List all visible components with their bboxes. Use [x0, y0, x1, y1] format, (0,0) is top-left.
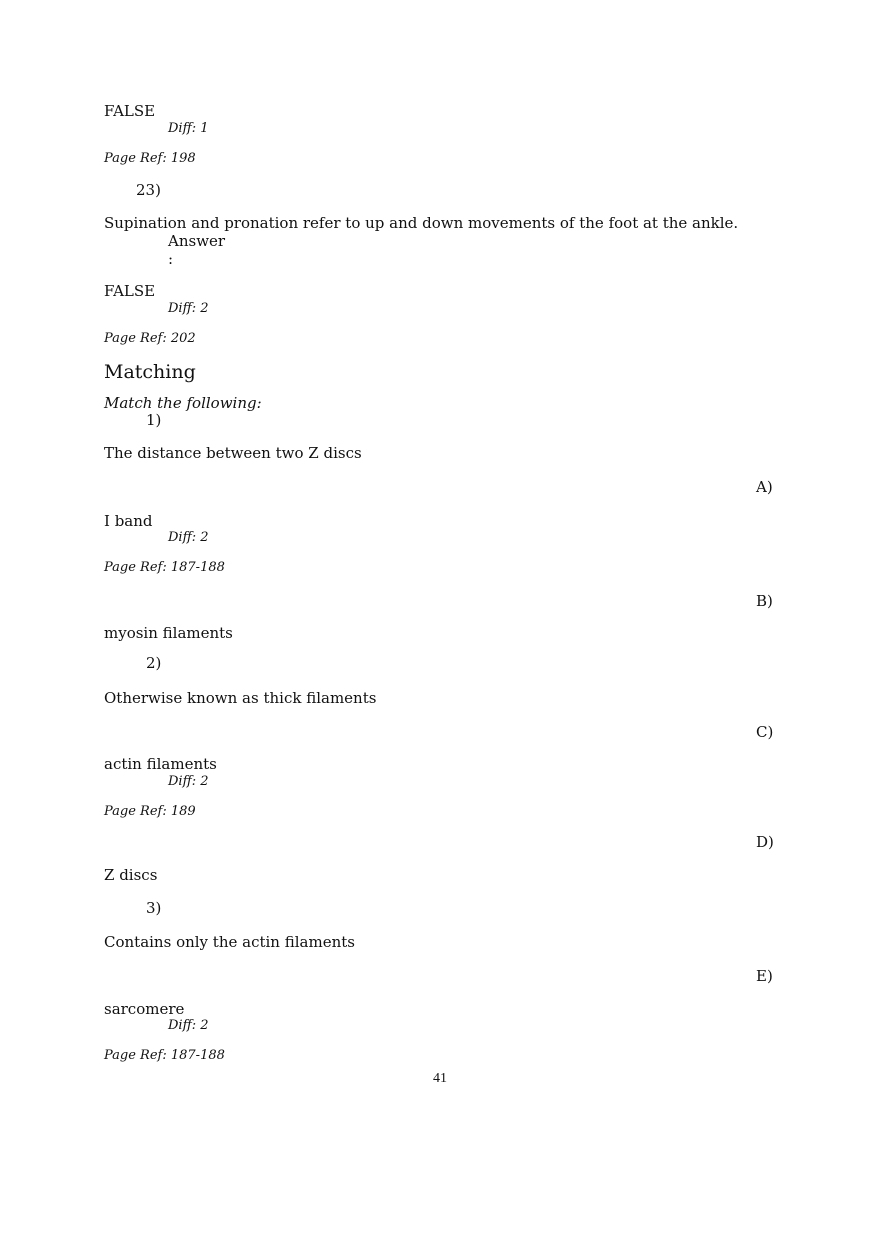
match-choice-e-text: sarcomere: [104, 1000, 185, 1018]
match-item-3-page-ref: Page Ref: 187-188: [104, 1048, 225, 1063]
q23-diff: Diff: 2: [168, 301, 209, 316]
matching-heading: Matching: [104, 361, 196, 383]
match-choice-b-text: myosin filaments: [104, 624, 233, 642]
match-choice-b-letter: B): [756, 592, 773, 610]
match-item-2-diff: Diff: 2: [168, 774, 209, 789]
match-item-2-question: Otherwise known as thick filaments: [104, 689, 377, 707]
match-item-3-question: Contains only the actin filaments: [104, 933, 355, 951]
q23-question: Supination and pronation refer to up and down movements of the foot at the ankle.: [104, 214, 739, 232]
q22-answer: FALSE: [104, 102, 156, 120]
q23-number: 23): [136, 181, 161, 199]
match-choice-d-text: Z discs: [104, 866, 158, 884]
match-item-1-number: 1): [146, 411, 162, 429]
match-item-2-page-ref: Page Ref: 189: [104, 804, 196, 819]
match-choice-e-letter: E): [756, 967, 773, 985]
match-choice-d-letter: D): [756, 833, 774, 851]
q23-answer: FALSE: [104, 282, 156, 300]
match-choice-c-letter: C): [756, 723, 774, 741]
match-item-1-question: The distance between two Z discs: [104, 444, 362, 462]
match-item-2-number: 2): [146, 654, 162, 672]
match-item-1-page-ref: Page Ref: 187-188: [104, 560, 225, 575]
page-number: 41: [433, 1071, 447, 1086]
match-item-1-diff: Diff: 2: [168, 530, 209, 545]
match-choice-c-text: actin filaments: [104, 755, 217, 773]
matching-instruction: Match the following:: [104, 394, 262, 412]
match-item-3-number: 3): [146, 899, 162, 917]
q22-page-ref: Page Ref: 198: [104, 151, 196, 166]
match-choice-a-text: I band: [104, 512, 153, 530]
q23-answer-colon: :: [168, 250, 174, 268]
q23-answer-label: Answer: [168, 232, 226, 250]
match-choice-a-letter: A): [756, 478, 773, 496]
q23-page-ref: Page Ref: 202: [104, 331, 196, 346]
match-item-3-diff: Diff: 2: [168, 1018, 209, 1033]
q22-diff: Diff: 1: [168, 121, 209, 136]
